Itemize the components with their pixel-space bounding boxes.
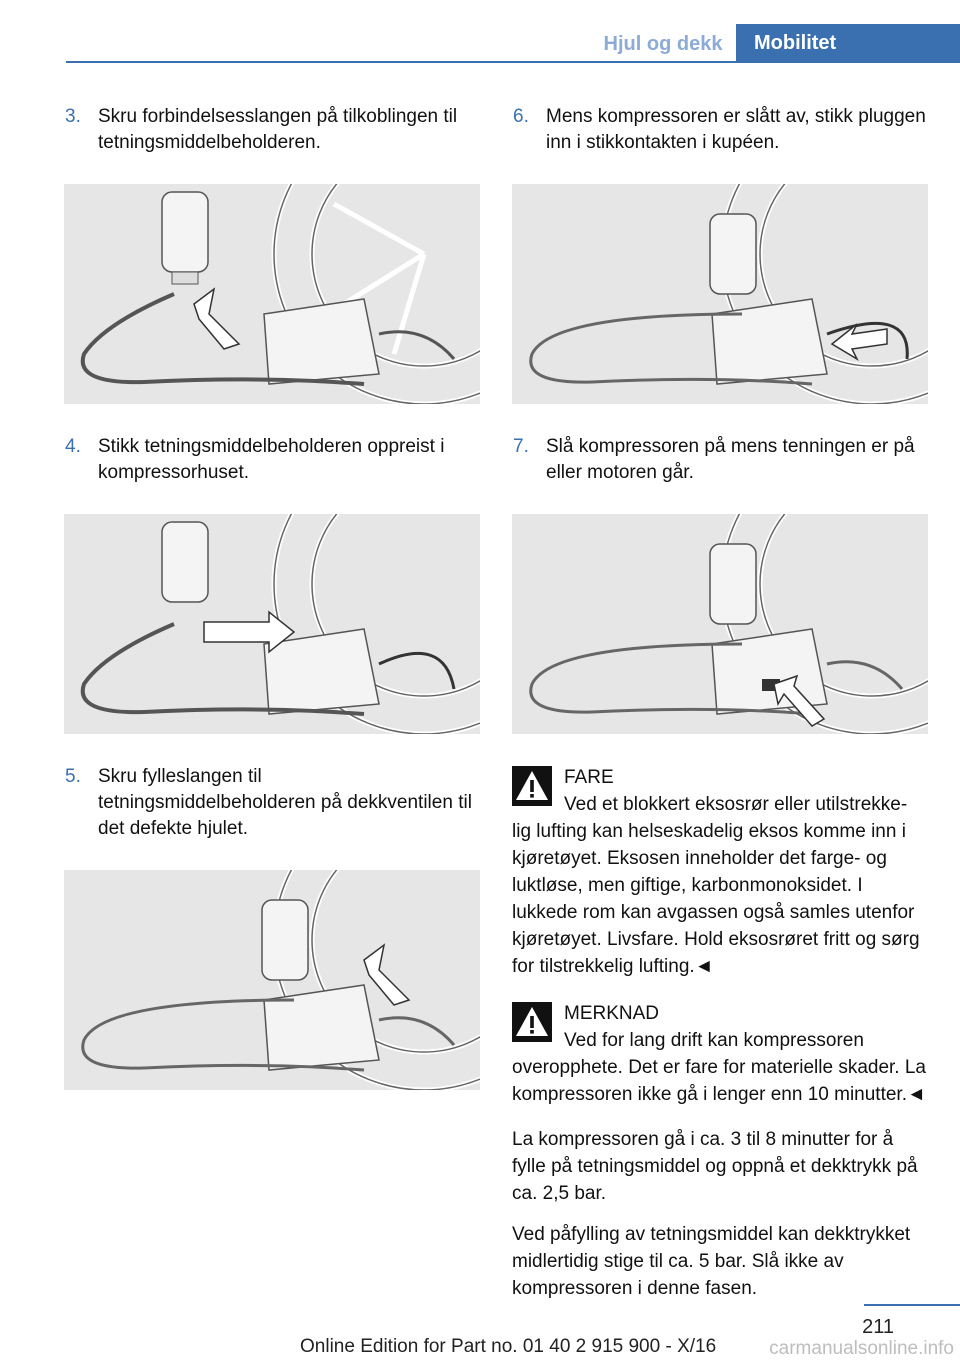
illustration-tyre-valve	[64, 870, 480, 1090]
step-text: Skru fylleslangen til tetningsmiddelbeholderen på dekkventilen til det defekte hjulet.	[98, 766, 472, 839]
illustration-insert-container	[64, 514, 480, 734]
header-rule	[66, 61, 960, 63]
chapter-tab[interactable]: Mobilitet	[736, 24, 960, 63]
step-3	[64, 104, 480, 156]
illustration-hose-connection	[64, 184, 480, 404]
step-number: 4.	[65, 436, 81, 457]
warning-triangle-icon	[512, 1002, 552, 1042]
warning-danger	[512, 764, 928, 980]
warning-triangle-icon	[512, 766, 552, 806]
step-text: Slå kompressoren på mens tenningen er på eller motoren går.	[546, 436, 915, 483]
right-column	[512, 104, 928, 1302]
page-header	[0, 0, 960, 64]
warning-heading: MERKNAD	[564, 1003, 660, 1024]
step-text: Stikk tetningsmiddelbeholderen oppreist i kompressorhuset.	[98, 436, 445, 483]
warning-heading: FARE	[564, 767, 614, 788]
illustration-switch-on	[512, 514, 928, 734]
warning-first-line: Ved et blokkert eksosrør eller utilstrekke-	[564, 794, 908, 815]
step-text: Skru forbindelsesslangen på tilkoblingen til tetningsmiddelbeholderen.	[98, 106, 458, 153]
step-5	[64, 764, 480, 842]
illustration-plug-socket	[512, 184, 928, 404]
warning-notice	[512, 1000, 928, 1108]
step-4	[64, 434, 480, 486]
section-tab[interactable]: Hjul og dekk	[603, 33, 723, 55]
page-number: 211	[862, 1316, 894, 1338]
step-6	[512, 104, 928, 156]
step-number: 3.	[65, 106, 81, 127]
step-number: 5.	[65, 766, 81, 787]
footer-rule	[864, 1304, 960, 1306]
warning-first-line: Ved for lang drift kan kompressoren	[564, 1030, 864, 1051]
step-number: 7.	[513, 436, 529, 457]
warning-body: lig lufting kan helseskadelig eksos komme inn i kjøretøyet. Eksosen inneholder det farge- og luktløse, men giftige, karbonmonoksidet. I lukkede rom kan avgassen også samles utenfor kjøretøyet. Livsfare. Hold eksosrøret fritt og sørg for tilstrekkelig lufting.◄	[512, 821, 920, 977]
watermark: carmanualsonline.info	[769, 1338, 954, 1359]
step-text: Mens kompressoren er slått av, stikk pluggen inn i stikkontakten i kupéen.	[546, 106, 926, 153]
paragraph-pressure: Ved påfylling av tetningsmiddel kan dekktrykket midlertidig stige til ca. 5 bar. Slå ikke av kompressoren i denne fasen.	[512, 1224, 911, 1299]
warning-body: overopphete. Det er fare for materielle skader. La kompressoren ikke gå i lenger enn 10 minutter.◄	[512, 1057, 927, 1105]
edition-note: Online Edition for Part no. 01 40 2 915 900 - X/16	[300, 1336, 717, 1357]
step-7	[512, 434, 928, 486]
paragraph-duration: La kompressoren gå i ca. 3 til 8 minutter for å fylle på tetningsmiddel og oppnå et dekktrykk på ca. 2,5 bar.	[512, 1129, 918, 1204]
step-number: 6.	[513, 106, 529, 127]
left-column	[64, 104, 480, 1120]
